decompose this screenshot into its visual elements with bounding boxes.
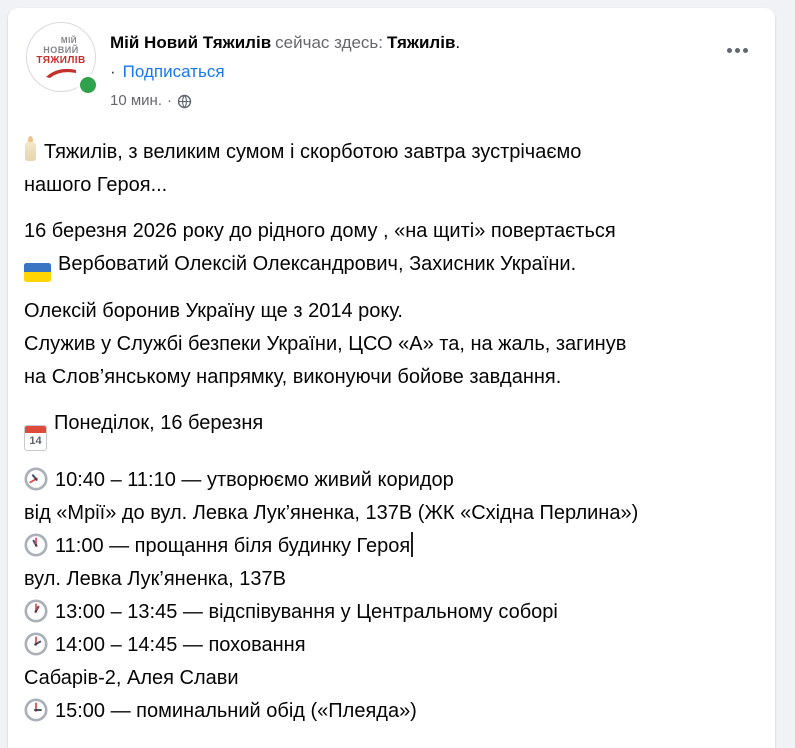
more-options-icon bbox=[743, 48, 748, 53]
avatar-logo-text: МІЙ bbox=[60, 36, 78, 45]
checkin-prefix: сейчас здесь: bbox=[275, 33, 384, 52]
calendar-icon bbox=[24, 425, 47, 451]
post-line bbox=[24, 464, 759, 497]
post-line bbox=[24, 248, 759, 282]
text-run: від «Мрії» до вул. Левка Лук’яненка, 137В (ЖК «Східна Перлина») bbox=[24, 501, 639, 524]
clock-icon bbox=[24, 533, 48, 557]
follow-button[interactable]: Подписаться bbox=[122, 62, 225, 81]
text-cursor bbox=[411, 532, 413, 557]
globe-icon bbox=[177, 94, 192, 109]
clock-icon bbox=[24, 467, 48, 491]
candle-icon bbox=[24, 135, 37, 161]
facebook-post-card bbox=[8, 8, 775, 748]
post-line bbox=[24, 662, 759, 695]
text-run: Служив у Службі безпеки України, ЦСО «А» та, на жаль, загинув bbox=[24, 332, 627, 355]
post-paragraph bbox=[24, 135, 759, 202]
post-line bbox=[24, 563, 759, 596]
post-header-text bbox=[110, 22, 719, 115]
post-line bbox=[24, 497, 759, 530]
text-run: 15:00 — поминальний обід («Плеяда») bbox=[55, 699, 417, 722]
text-run: 11:00 — прощання біля будинку Героя bbox=[55, 534, 411, 557]
post-line bbox=[24, 215, 759, 248]
text-run: 16 березня 2026 року до рідного дому , «на щиті» повертається bbox=[24, 220, 616, 242]
post-paragraph bbox=[24, 407, 759, 451]
post-line bbox=[24, 629, 759, 662]
text-run: Тяжилів, з великим сумом і скорботою завтра зустрічаємо bbox=[44, 141, 582, 163]
text-run: 13:00 – 13:45 — відспівування у Центральному соборі bbox=[55, 600, 558, 623]
post-line bbox=[24, 169, 759, 202]
post-body bbox=[8, 115, 775, 738]
post-line bbox=[24, 695, 759, 728]
post-byline bbox=[110, 29, 719, 57]
page-name-link[interactable]: Мій Новий Тяжилів bbox=[110, 33, 272, 52]
post-paragraph bbox=[24, 464, 759, 728]
clock-icon bbox=[24, 698, 48, 722]
post-line bbox=[24, 407, 759, 451]
separator-dot: · bbox=[167, 92, 172, 109]
page-avatar[interactable] bbox=[26, 22, 96, 92]
more-options-icon bbox=[727, 48, 732, 53]
avatar-swoosh-icon bbox=[44, 68, 78, 78]
post-line bbox=[24, 328, 759, 361]
post-line bbox=[24, 295, 759, 328]
follow-row bbox=[110, 57, 719, 87]
post-meta-row bbox=[110, 87, 719, 115]
clock-icon bbox=[24, 632, 48, 656]
online-status-dot bbox=[77, 74, 99, 96]
post-header bbox=[8, 8, 775, 115]
post-line bbox=[24, 135, 759, 169]
avatar-logo-text: ТЯЖИЛІВ bbox=[36, 55, 86, 66]
text-run: 14:00 – 14:45 — поховання bbox=[55, 633, 306, 656]
text-run: Вербоватий Олексій Олександрович, Захисник України. bbox=[58, 253, 577, 275]
more-options-icon bbox=[735, 48, 740, 53]
text-run: вул. Левка Лук’яненка, 137В bbox=[24, 567, 286, 590]
text-run: 10:40 – 11:10 — утворюємо живий коридор bbox=[55, 468, 454, 491]
text-run: Понеділок, 16 березня bbox=[54, 411, 264, 434]
text-run: на Слов’янському напрямку, виконуючи бойове завдання. bbox=[24, 365, 562, 388]
checkin-place-link[interactable]: Тяжилів bbox=[387, 33, 456, 52]
text-run: нашого Героя... bbox=[24, 174, 168, 196]
post-paragraph bbox=[24, 295, 759, 394]
calendar-day-number: 14 bbox=[29, 434, 42, 447]
ukraine-flag-icon bbox=[24, 263, 51, 282]
text-run: Олексій боронив Україну ще з 2014 року. bbox=[24, 299, 403, 322]
post-options-button[interactable] bbox=[719, 32, 755, 68]
post-line bbox=[24, 530, 759, 563]
post-paragraph bbox=[24, 215, 759, 282]
post-line bbox=[24, 361, 759, 394]
post-line bbox=[24, 596, 759, 629]
checkin-suffix: . bbox=[455, 33, 461, 52]
clock-icon bbox=[24, 599, 48, 623]
timestamp-link[interactable]: 10 мин. bbox=[110, 92, 162, 109]
separator-dot: · bbox=[110, 62, 116, 81]
avatar-logo-text: НОВИЙ bbox=[43, 45, 79, 55]
text-run: Сабарів-2, Алея Слави bbox=[24, 666, 239, 689]
